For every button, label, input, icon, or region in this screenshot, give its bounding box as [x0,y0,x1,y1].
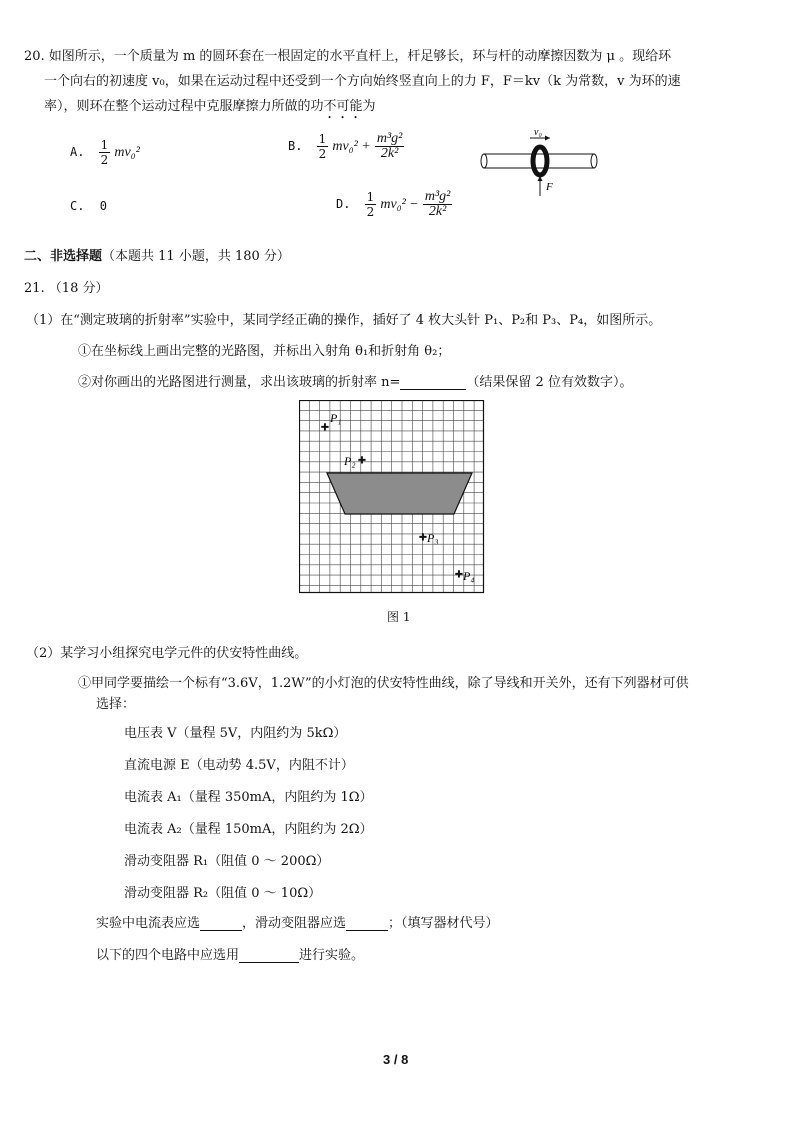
frac-num: 1 [366,190,375,204]
q21-part2-intro: （2）某学习小组探究电学元件的伏安特性曲线。 [26,646,308,661]
frac-num: m³g² [376,131,403,146]
figure1-caption: 图 1 [387,610,411,624]
section-note: （本题共 11 小题，共 180 分） [102,249,290,264]
pin-p1-label: P₁ [330,411,342,425]
option-b-fraction [317,132,329,161]
frac-den: 2k² [428,204,447,219]
option-c-value: 0 [99,199,107,213]
section-heading [24,245,290,264]
frac-den: 2k² [380,146,399,161]
frac-den: 2 [100,153,109,167]
pin-p2-label: P₂ [344,454,356,468]
page-number: 3 / 8 [383,1052,409,1067]
option-d-fraction2 [423,190,453,219]
circuit-text: 以下的四个电路中应选用 [96,948,240,963]
option-a-expr: mv₀² [114,145,140,160]
q20-option-b [288,132,404,161]
v0-arrowhead [545,136,550,141]
glass-block [327,473,472,514]
select-ammeter-text: 实验中电流表应选 [96,916,201,931]
rod [484,154,594,168]
answer-blank-circuit[interactable] [239,947,299,963]
q21-part1-intro: （1）在“测定玻璃的折射率”实验中，某同学经正确的操作，插好了 4 枚大头针 P₁、P₂和 P₃、P₄，如图所示。 [26,313,662,328]
q21-select-line [96,912,499,931]
q20-option-d [336,190,452,219]
equipment-ammeter-a1: 电流表 A₁（量程 350mA，内阻约为 1Ω） [124,790,373,805]
circuit-tail: 进行实验。 [299,948,365,963]
select-note: ；（填写器材代号） [388,916,499,931]
answer-blank-ammeter[interactable] [200,915,242,931]
force-label: F [546,181,553,193]
option-d-expr: mv₀² − [380,197,419,212]
rod-end-left [481,154,487,168]
item2-text: ②对你画出的光路图进行测量，求出该玻璃的折射率 n= [78,375,401,390]
q20-emphasis: 不可能 [323,99,363,114]
q20-option-c [70,199,107,213]
option-b-expr: mv₀² + [332,139,371,154]
q20-ring-figure [480,126,600,198]
q20-line3 [44,95,376,122]
option-b-fraction2 [375,132,405,161]
answer-blank-n[interactable] [400,374,466,390]
v0-label: v₀ [534,127,542,138]
pin-p3 [419,531,439,545]
frac-den: 2 [318,147,327,161]
q20-option-a [70,138,140,167]
q20-line3-post: 为 [362,99,376,114]
option-d-fraction [365,190,377,219]
q21-part2-item1a: ①甲同学要描绘一个标有“3.6V，1.2W”的小灯泡的伏安特性曲线，除了导线和开关外，还有下列器材可供 [78,676,689,691]
option-a-label: A. [70,145,85,159]
option-b-label: B. [288,139,303,153]
section-title: 二、非选择题 [24,249,103,264]
option-a-fraction [99,138,111,167]
pin-p4-label: P₄ [463,569,475,583]
answer-blank-rheostat[interactable] [346,915,388,931]
pin-p1 [321,411,342,434]
equipment-rheostat-r1: 滑动变阻器 R₁（阻值 0 ～ 200Ω） [124,854,330,869]
q21-part2-item1b: 选择： [96,697,136,712]
pin-p1-marker: ✚ [320,422,330,434]
figure1-grid [299,400,485,594]
q21-header: 21. （18 分） [24,281,109,296]
q21-circuit-line [96,944,364,963]
pin-p2-marker: ✚ [357,455,367,467]
rod-end-right [591,154,597,168]
equipment-voltmeter: 电压表 V（量程 5V，内阻约为 5kΩ） [124,726,347,741]
frac-num: m³g² [424,189,451,204]
frac-den: 2 [366,205,375,219]
frac-num: 1 [318,132,327,146]
frac-num: 1 [100,138,109,152]
equipment-ammeter-a2: 电流表 A₂（量程 150mA，内阻约为 2Ω） [124,822,373,837]
q20-line3-pre: 率），则环在整个运动过程中克服摩擦力所做的功 [44,99,324,114]
q21-part1-item2 [78,371,632,390]
select-rheostat-text: ，滑动变阻器应选 [242,916,347,931]
item2-tail: （结果保留 2 位有效数字）。 [466,375,633,390]
pin-p3-label: P₃ [427,531,439,545]
q20-line2: 一个向右的初速度 v₀，如果在运动过程中还受到一个方向始终竖直向上的力 F，F＝kv（k 为常数，v 为环的速 [44,74,681,89]
pin-p4 [455,569,475,583]
pin-p2 [343,454,366,468]
q21-part1-item1: ①在坐标线上画出完整的光路图，并标出入射角 θ₁和折射角 θ₂； [78,344,451,359]
pin-p4-marker: ✚ [454,569,464,581]
option-d-label: D. [336,197,351,211]
pin-p3-marker: ✚ [418,532,428,544]
option-c-label: C. [70,199,85,213]
q20-line1: 20. 如图所示，一个质量为 m 的圆环套在一根固定的水平直杆上，杆足够长，环与杆的动摩擦因数为 μ 。现给环 [24,49,672,64]
equipment-power-source: 直流电源 E（电动势 4.5V，内阻不计） [124,758,354,773]
equipment-rheostat-r2: 滑动变阻器 R₂（阻值 0 ～ 10Ω） [124,886,322,901]
